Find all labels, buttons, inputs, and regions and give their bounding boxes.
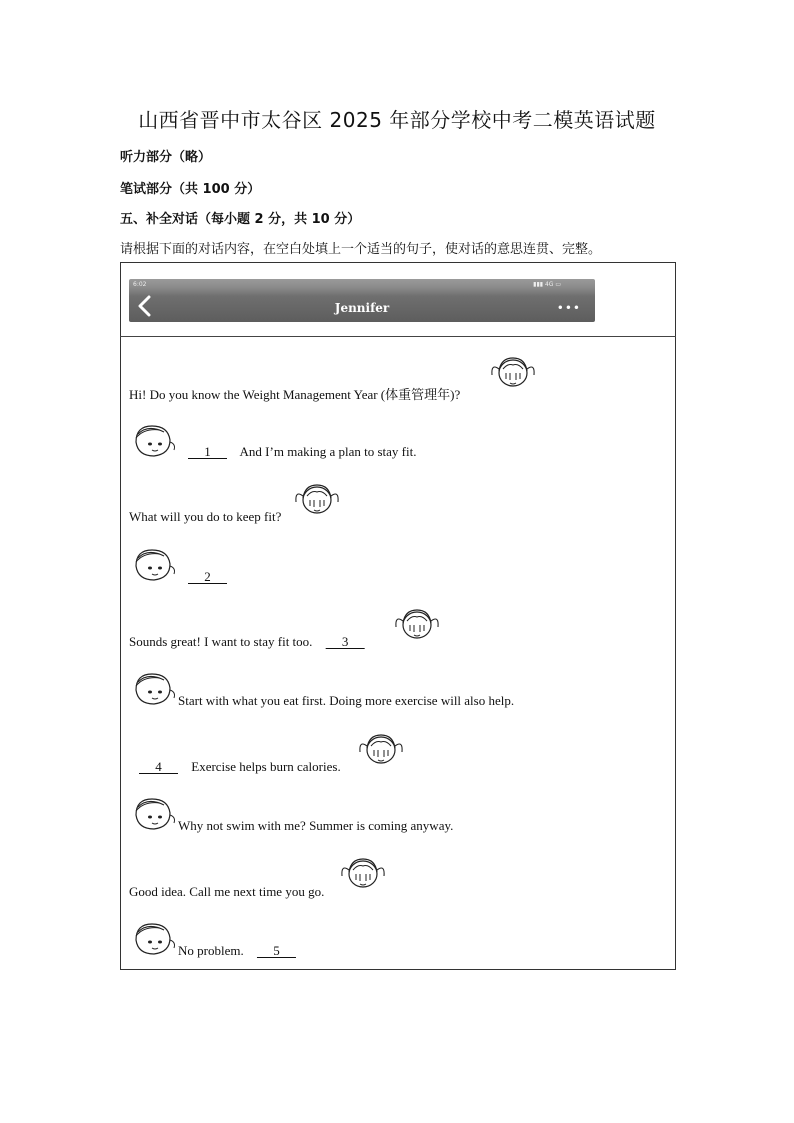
status-icons: ▮▮▮ 4G ▭ <box>533 281 561 288</box>
girl-avatar-icon <box>338 852 388 892</box>
boy-avatar-icon <box>130 544 180 584</box>
girl-avatar-icon <box>356 728 406 768</box>
boy-avatar-icon <box>130 793 180 833</box>
dialog-line-5: Sounds great! I want to stay fit too. 3 <box>129 634 375 650</box>
boy-avatar-icon <box>130 420 180 460</box>
written-section-heading: 笔试部分（共 100 分） <box>120 182 261 197</box>
blank-5[interactable]: 5 <box>256 943 296 958</box>
dialog-line-6: Start with what you eat first. Doing more exercise will also help. <box>178 693 515 708</box>
boy-avatar-icon <box>130 918 180 958</box>
girl-avatar-icon <box>488 351 538 391</box>
page-title: 山西省晋中市太谷区 2025 年部分学校中考二模英语试题 <box>138 108 656 132</box>
dialog-line-2: 1 And I’m making a plan to stay fit. <box>178 444 416 460</box>
contact-name: Jennifer <box>334 301 390 315</box>
dialog-line-9: Good idea. Call me next time you go. <box>129 884 325 899</box>
dialog-line-4 <box>178 569 237 585</box>
blank-2[interactable]: 2 <box>188 569 227 584</box>
dialog-line-10: No problem. 5 <box>178 943 306 959</box>
dialog-line-8: Why not swim with me? Summer is coming anyway. <box>178 818 454 833</box>
header-divider <box>120 336 676 337</box>
girl-avatar-icon <box>392 603 442 643</box>
dialog-line-7: 4 Exercise helps burn calories. <box>129 759 341 775</box>
listening-section-heading: 听力部分（略） <box>120 150 212 165</box>
more-dots-icon[interactable]: ••• <box>556 301 581 315</box>
dialog-line-1: Hi! Do you know the Weight Management Year (体重管理年)? <box>129 387 461 402</box>
blank-3[interactable]: 3 <box>325 634 365 649</box>
chat-header-bar <box>129 279 595 322</box>
blank-1[interactable]: 1 <box>188 444 227 459</box>
boy-avatar-icon <box>130 668 180 708</box>
instruction-text: 请根据下面的对话内容，在空白处填上一个适当的句子，使对话的意思连贯、完整。 <box>120 242 602 257</box>
section-five-heading: 五、补全对话（每小题 2 分，共 10 分） <box>120 212 361 227</box>
girl-avatar-icon <box>292 478 342 518</box>
status-time: 6:02 <box>133 281 147 288</box>
blank-4[interactable]: 4 <box>139 759 178 774</box>
dialog-line-3: What will you do to keep fit? <box>129 509 282 524</box>
